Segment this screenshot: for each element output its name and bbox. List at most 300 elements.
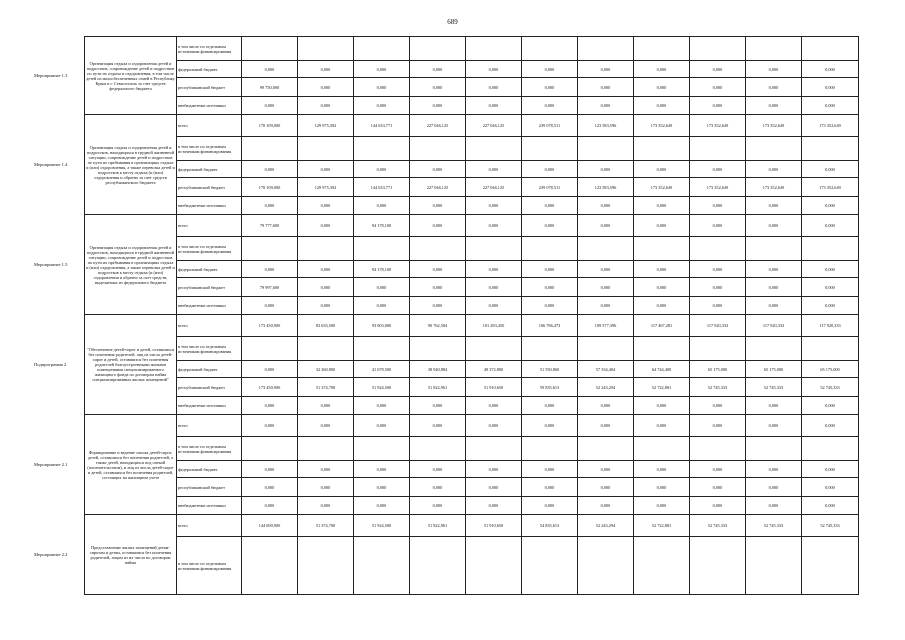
amount-cell: 173 352,649 [690,178,746,197]
amount-cell: 52 745,333 [802,515,859,537]
table-row [85,497,859,515]
amount-cell [242,437,298,461]
funding-source: федеральный бюджет [177,61,242,78]
amount-cell: 0,000 [634,497,690,515]
funding-source: республиканский бюджет [177,178,242,197]
amount-cell [466,337,522,361]
amount-cell: 0,000 [354,415,410,437]
amount-cell: 0,000 [578,397,634,415]
amount-cell: 0,000 [746,78,802,97]
amount-cell: 0,000 [802,478,859,497]
amount-cell: 0,000 [522,415,578,437]
amount-cell: 0,000 [690,197,746,215]
amount-cell [634,137,690,161]
amount-cell [690,37,746,61]
amount-cell: 0,000 [746,215,802,237]
amount-cell: 0,000 [522,97,578,115]
amount-cell: 0,000 [298,61,354,78]
amount-cell: 0,000 [746,261,802,278]
amount-cell: 0,000 [298,497,354,515]
amount-cell: 123 583,596 [578,115,634,137]
amount-cell: 0,000 [690,415,746,437]
amount-cell: 0,000 [466,415,522,437]
amount-cell: 0,000 [690,161,746,178]
funding-source: республиканский бюджет [177,378,242,397]
amount-cell: 52 722,881 [634,515,690,537]
table-row [85,78,859,97]
funding-source: всего [177,215,242,237]
funding-source: федеральный бюджет [177,261,242,278]
amount-cell: 49 372,800 [466,361,522,378]
amount-cell: 0,000 [466,97,522,115]
amount-cell: 0,000 [522,297,578,315]
amount-cell: 0,000 [746,297,802,315]
funding-source: республиканский бюджет [177,278,242,297]
amount-cell [802,37,859,61]
amount-cell: 0,000 [578,261,634,278]
amount-cell [522,37,578,61]
amount-cell: 0,000 [298,297,354,315]
amount-cell [634,437,690,461]
amount-cell: 0,000 [634,397,690,415]
amount-cell [354,337,410,361]
measure-description: Предоставление жилых помещений детям-сиротам и детям, оставшимся без попечения родителей, лицам из их числа по договорам найма [85,515,177,595]
amount-cell: 79 777,600 [242,215,298,237]
amount-cell: 0,000 [354,197,410,215]
amount-cell [802,237,859,261]
funding-source: всего [177,315,242,337]
table-row [85,178,859,197]
amount-cell [298,337,354,361]
amount-cell: 52 745,333 [690,378,746,397]
amount-cell: 109 577,396 [578,315,634,337]
amount-cell: 0,000 [746,97,802,115]
amount-cell: 0,000 [410,161,466,178]
amount-cell: 0,000 [522,161,578,178]
amount-cell: 0,000 [634,161,690,178]
amount-cell: 52 243,294 [578,515,634,537]
amount-cell [298,437,354,461]
funding-source: внебюджетные источники [177,297,242,315]
amount-cell [802,137,859,161]
amount-cell: 144 633,771 [354,178,410,197]
amount-cell [634,237,690,261]
amount-cell: 0,000 [242,61,298,78]
table-row [85,337,859,361]
amount-cell: 0,000 [242,361,298,378]
amount-cell: 93 003,000 [354,315,410,337]
amount-cell [578,537,634,595]
amount-cell: 41 678,500 [354,361,410,378]
table-row [85,361,859,378]
amount-cell [522,137,578,161]
table-row [85,197,859,215]
amount-cell: 64 744,400 [634,361,690,378]
amount-cell: 0,000 [298,97,354,115]
amount-cell: 106 786,473 [522,315,578,337]
table-row [85,37,859,61]
funding-source: в том числе по отдельным источникам финансирования [177,137,242,161]
amount-cell: 173 352,649 [746,115,802,137]
amount-cell: 0,000 [634,297,690,315]
amount-cell: 0,000 [578,461,634,478]
amount-cell: 173 352,649 [634,115,690,137]
amount-cell [746,37,802,61]
amount-cell: 0,000 [354,397,410,415]
amount-cell: 227 046,125 [410,115,466,137]
amount-cell [466,37,522,61]
amount-cell: 0,000 [522,397,578,415]
block-label: Мероприятие 1.3 [34,73,68,78]
amount-cell: 117 467,281 [634,315,690,337]
amount-cell [410,337,466,361]
amount-cell [354,437,410,461]
block-label: Подпрограмма 2 [34,362,67,367]
amount-cell: 0,000 [298,197,354,215]
amount-cell: 170 109,000 [242,115,298,137]
amount-cell: 94 178,100 [354,215,410,237]
amount-cell: 0,000 [690,261,746,278]
amount-cell: 54 835,613 [522,515,578,537]
funding-source: всего [177,515,242,537]
amount-cell: 0,000 [242,478,298,497]
table-row [85,161,859,178]
amount-cell: 0,000 [354,97,410,115]
amount-cell: 0,000 [298,215,354,237]
amount-cell [522,237,578,261]
amount-cell: 0,000 [690,461,746,478]
table-row [85,278,859,297]
amount-cell: 0,000 [802,397,859,415]
amount-cell: 51 910,650 [466,515,522,537]
amount-cell [578,37,634,61]
amount-cell: 0,000 [522,461,578,478]
amount-cell [410,137,466,161]
funding-source: республиканский бюджет [177,478,242,497]
amount-cell: 0,000 [410,61,466,78]
amount-cell: 0,000 [242,197,298,215]
amount-cell: 0,000 [410,478,466,497]
amount-cell: 117 920,333 [690,315,746,337]
amount-cell: 51 550,860 [522,361,578,378]
amount-cell [690,337,746,361]
funding-source: внебюджетные источники [177,397,242,415]
amount-cell [242,137,298,161]
amount-cell [298,37,354,61]
funding-source: в том числе по отдельным источникам финансирования [177,537,242,595]
table-row [85,215,859,237]
amount-cell: 227 046,125 [410,178,466,197]
budget-table [84,36,859,595]
amount-cell: 0,000 [746,197,802,215]
amount-cell: 0,000 [578,215,634,237]
amount-cell: 79 997,600 [242,278,298,297]
amount-cell: 129 975,392 [298,178,354,197]
amount-cell [578,237,634,261]
table-row [85,537,859,595]
amount-cell: 0,000 [298,78,354,97]
amount-cell: 0,000 [298,415,354,437]
amount-cell [410,537,466,595]
amount-cell: 0,000 [746,497,802,515]
amount-cell: 0,000 [578,97,634,115]
amount-cell: 0,000 [410,215,466,237]
amount-cell: 59 835,613 [522,378,578,397]
amount-cell [410,437,466,461]
amount-cell: 0,000 [242,261,298,278]
amount-cell: 65 175,000 [690,361,746,378]
amount-cell: 0,000 [298,461,354,478]
amount-cell [522,537,578,595]
amount-cell [746,137,802,161]
funding-source: республиканский бюджет [177,78,242,97]
amount-cell: 0,000 [634,461,690,478]
amount-cell: 0,000 [410,397,466,415]
amount-cell: 51 924,500 [354,378,410,397]
amount-cell: 0,000 [242,497,298,515]
amount-cell: 51 374,700 [298,515,354,537]
amount-cell [690,137,746,161]
amount-cell: 0,000 [522,261,578,278]
amount-cell: 0,000 [802,61,859,78]
amount-cell: 0,000 [802,161,859,178]
amount-cell: 173 352,649 [690,115,746,137]
funding-source: внебюджетные источники [177,497,242,515]
amount-cell [354,137,410,161]
table-row [85,515,859,537]
amount-cell [802,437,859,461]
measure-description: Формирование и ведение списка детей-сирот, детей, оставшихся без попечения родителей, а также детей, находящихся под опекой (попечительством), и лиц из числа детей-сирот и детей, оставшихся без попечения родителей, состоящих на жилищном учете [85,415,177,515]
amount-cell: 0,000 [466,215,522,237]
amount-cell: 0,000 [690,61,746,78]
amount-cell: 0,000 [410,278,466,297]
amount-cell: 239 078,511 [522,115,578,137]
amount-cell [634,537,690,595]
funding-source: федеральный бюджет [177,461,242,478]
amount-cell: 0,000 [634,415,690,437]
amount-cell [578,137,634,161]
amount-cell: 0,000 [410,461,466,478]
amount-cell: 0,000 [578,61,634,78]
table-row [85,415,859,437]
amount-cell [578,337,634,361]
amount-cell: 52 745,333 [690,515,746,537]
amount-cell: 0,000 [746,397,802,415]
amount-cell [746,437,802,461]
amount-cell: 0,000 [410,415,466,437]
table-row [85,115,859,137]
funding-source: в том числе по отдельным источникам финансирования [177,237,242,261]
table-row [85,97,859,115]
amount-cell: 0,000 [466,78,522,97]
amount-cell [690,437,746,461]
amount-cell: 173 352,649 [746,178,802,197]
block-label: Мероприятие 1.5 [34,262,68,267]
amount-cell: 0,000 [522,61,578,78]
amount-cell [298,537,354,595]
amount-cell: 0,000 [802,461,859,478]
funding-source: внебюджетные источники [177,97,242,115]
amount-cell: 0,000 [690,215,746,237]
amount-cell [522,337,578,361]
amount-cell: 0,000 [466,161,522,178]
amount-cell: 0,000 [802,278,859,297]
amount-cell: 0,000 [634,478,690,497]
amount-cell: 117 920,333 [802,315,859,337]
amount-cell [242,337,298,361]
amount-cell: 0,000 [802,297,859,315]
amount-cell: 0,000 [634,61,690,78]
funding-source: федеральный бюджет [177,161,242,178]
amount-cell [690,237,746,261]
funding-source: внебюджетные источники [177,197,242,215]
amount-cell: 0,000 [410,78,466,97]
amount-cell: 52 243,294 [578,378,634,397]
amount-cell [298,137,354,161]
amount-cell: 0,000 [578,161,634,178]
amount-cell: 170 109,000 [242,178,298,197]
amount-cell [354,537,410,595]
amount-cell: 0,000 [466,461,522,478]
table-row [85,437,859,461]
amount-cell [242,537,298,595]
funding-source: в том числе по отдельным источникам финансирования [177,337,242,361]
amount-cell: 0,000 [746,278,802,297]
amount-cell: 0,000 [410,497,466,515]
amount-cell [802,337,859,361]
funding-source: в том числе по отдельным источникам финансирования [177,37,242,61]
amount-cell [634,337,690,361]
amount-cell: 0,000 [746,415,802,437]
amount-cell: 0,000 [298,397,354,415]
amount-cell: 0,000 [522,478,578,497]
amount-cell: 32 260,800 [298,361,354,378]
amount-cell: 0,000 [746,61,802,78]
amount-cell: 83 633,500 [298,315,354,337]
amount-cell: 94 178,100 [354,261,410,278]
amount-cell: 0,000 [298,278,354,297]
amount-cell: 173 352,649 [634,178,690,197]
amount-cell: 0,000 [410,197,466,215]
amount-cell [298,237,354,261]
amount-cell: 99 750,000 [242,78,298,97]
table-row [85,61,859,78]
amount-cell [242,37,298,61]
amount-cell [578,437,634,461]
amount-cell [634,37,690,61]
amount-cell [746,237,802,261]
amount-cell: 173 450,900 [242,315,298,337]
amount-cell: 227 046,125 [466,115,522,137]
amount-cell: 52 722,881 [634,378,690,397]
amount-cell [746,337,802,361]
amount-cell: 0,000 [578,415,634,437]
amount-cell: 0,000 [354,161,410,178]
amount-cell: 0,000 [354,278,410,297]
table-row [85,378,859,397]
table-row [85,461,859,478]
amount-cell: 51 822,961 [410,378,466,397]
amount-cell: 0,000 [690,297,746,315]
amount-cell: 0,000 [578,278,634,297]
amount-cell: 144 633,771 [354,115,410,137]
amount-cell: 51 374,700 [298,378,354,397]
amount-cell: 0,000 [522,197,578,215]
amount-cell: 0,000 [354,61,410,78]
amount-cell: 227 046,125 [466,178,522,197]
amount-cell: 0,000 [466,497,522,515]
amount-cell: 0,000 [354,478,410,497]
amount-cell [242,237,298,261]
amount-cell: 0,000 [466,297,522,315]
amount-cell: 0,000 [466,478,522,497]
amount-cell: 65 175,000 [802,361,859,378]
amount-cell: 52 745,333 [802,378,859,397]
measure-description: Организация отдыха и оздоровления детей и подростков, находящихся в трудной жизненной ситуации, сопровождение детей и подростков по пути их пребывания в организациях отдыха и (или) оздоровления, а также перевозка детей и подростков к месту отдыха (и (или) оздоровления и обратно за счет средств республиканского бюджета [85,115,177,215]
amount-cell: 65 175,000 [746,361,802,378]
amount-cell [354,37,410,61]
amount-cell: 0,000 [466,278,522,297]
block-label: Мероприятие 1.4 [34,162,68,167]
amount-cell: 0,000 [578,478,634,497]
amount-cell: 0,000 [466,61,522,78]
amount-cell [522,437,578,461]
block-label: Мероприятие 2.2 [34,552,68,557]
amount-cell: 0,000 [410,261,466,278]
table-row [85,397,859,415]
amount-cell: 101 283,450 [466,315,522,337]
amount-cell: 239 078,511 [522,178,578,197]
amount-cell: 0,000 [298,478,354,497]
amount-cell: 51 924,500 [354,515,410,537]
amount-cell: 0,000 [690,397,746,415]
amount-cell: 0,000 [410,297,466,315]
amount-cell: 0,000 [746,478,802,497]
amount-cell: 0,000 [634,278,690,297]
amount-cell [466,137,522,161]
amount-cell: 0,000 [802,415,859,437]
amount-cell: 0,000 [690,497,746,515]
page-number: 689 [447,18,458,26]
amount-cell: 0,000 [802,497,859,515]
amount-cell: 51 822,961 [410,515,466,537]
amount-cell [690,537,746,595]
amount-cell: 0,000 [690,78,746,97]
amount-cell: 0,000 [578,497,634,515]
amount-cell [466,237,522,261]
amount-cell: 0,000 [522,78,578,97]
table-row [85,261,859,278]
amount-cell: 51 910,650 [466,378,522,397]
amount-cell: 57 334,404 [578,361,634,378]
amount-cell: 0,000 [634,215,690,237]
amount-cell: 0,000 [410,97,466,115]
amount-cell: 173 450,900 [242,378,298,397]
amount-cell: 52 745,333 [746,378,802,397]
amount-cell: 0,000 [802,78,859,97]
amount-cell: 0,000 [802,261,859,278]
amount-cell: 0,000 [298,161,354,178]
amount-cell: 0,000 [746,161,802,178]
amount-cell: 173 352,649 [802,115,859,137]
amount-cell: 123 583,596 [578,178,634,197]
amount-cell [410,37,466,61]
amount-cell: 0,000 [242,415,298,437]
amount-cell [410,237,466,261]
amount-cell: 0,000 [242,297,298,315]
amount-cell [354,237,410,261]
amount-cell: 0,000 [802,197,859,215]
